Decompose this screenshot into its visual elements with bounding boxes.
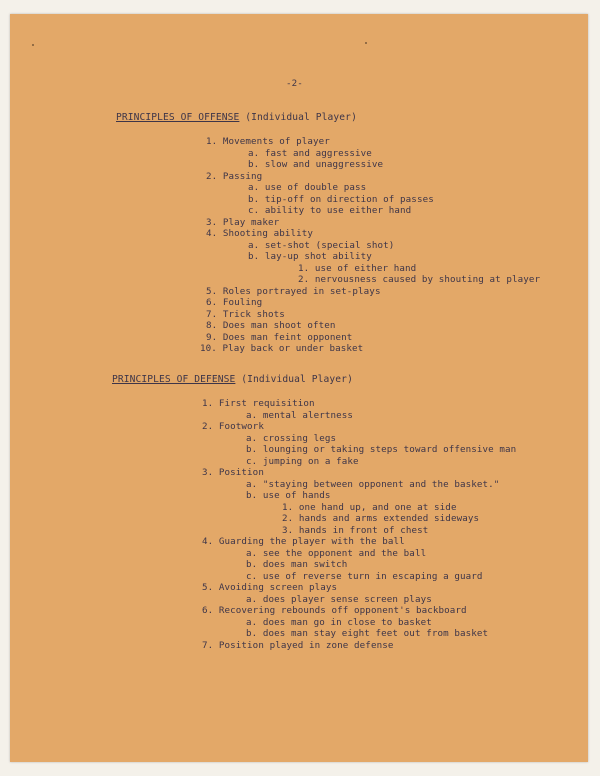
defense-subheading: (Individual Player): [241, 374, 353, 385]
defense-item: a. "staying between opponent and the basket.": [246, 479, 500, 490]
offense-item: 10. Play back or under basket: [200, 343, 364, 354]
defense-heading-row: [112, 374, 353, 385]
offense-item: 2. Passing: [206, 171, 263, 182]
paper-spot: [365, 42, 367, 44]
offense-item: 8. Does man shoot often: [206, 320, 336, 331]
defense-item: a. see the opponent and the ball: [246, 548, 427, 559]
defense-item: a. does man go in close to basket: [246, 617, 432, 628]
defense-item: 5. Avoiding screen plays: [202, 582, 338, 593]
defense-item: a. mental alertness: [246, 410, 353, 421]
offense-item: b. slow and unaggressive: [248, 159, 384, 170]
offense-heading: PRINCIPLES OF OFFENSE: [116, 112, 240, 123]
offense-item: 9. Does man feint opponent: [206, 332, 353, 343]
offense-item: 3. Play maker: [206, 217, 280, 228]
offense-item: a. set-shot (special shot): [248, 240, 395, 251]
offense-item: 2. nervousness caused by shouting at player: [298, 274, 541, 285]
offense-item: 4. Shooting ability: [206, 228, 313, 239]
defense-item: 2. Footwork: [202, 421, 264, 432]
offense-item: 5. Roles portrayed in set-plays: [206, 286, 381, 297]
document-page: [10, 14, 588, 762]
paper-spot: [32, 44, 34, 46]
offense-item: a. fast and aggressive: [248, 148, 372, 159]
defense-item: 2. hands and arms extended sideways: [282, 513, 480, 524]
defense-item: 4. Guarding the player with the ball: [202, 536, 405, 547]
defense-item: c. jumping on a fake: [246, 456, 359, 467]
offense-item: 7. Trick shots: [206, 309, 285, 320]
offense-subheading: (Individual Player): [245, 112, 357, 123]
offense-item: b. tip-off on direction of passes: [248, 194, 434, 205]
offense-item: c. ability to use either hand: [248, 205, 412, 216]
defense-item: a. crossing legs: [246, 433, 337, 444]
defense-item: 3. Position: [202, 467, 264, 478]
defense-item: b. does man stay eight feet out from basket: [246, 628, 489, 639]
defense-item: b. lounging or taking steps toward offensive man: [246, 444, 517, 455]
offense-item: 1. Movements of player: [206, 136, 330, 147]
defense-item: 1. one hand up, and one at side: [282, 502, 457, 513]
defense-item: c. use of reverse turn in escaping a guard: [246, 571, 483, 582]
defense-item: b. does man switch: [246, 559, 348, 570]
defense-item: 1. First requisition: [202, 398, 315, 409]
offense-item: 1. use of either hand: [298, 263, 417, 274]
defense-heading: PRINCIPLES OF DEFENSE: [112, 374, 236, 385]
defense-item: a. does player sense screen plays: [246, 594, 432, 605]
defense-item: 3. hands in front of chest: [282, 525, 429, 536]
page-number: -2-: [286, 78, 303, 89]
defense-item: 7. Position played in zone defense: [202, 640, 394, 651]
offense-item: 6. Fouling: [206, 297, 263, 308]
offense-heading-row: [116, 112, 357, 123]
defense-item: 6. Recovering rebounds off opponent's backboard: [202, 605, 467, 616]
defense-item: b. use of hands: [246, 490, 331, 501]
offense-item: b. lay-up shot ability: [248, 251, 372, 262]
offense-item: a. use of double pass: [248, 182, 367, 193]
